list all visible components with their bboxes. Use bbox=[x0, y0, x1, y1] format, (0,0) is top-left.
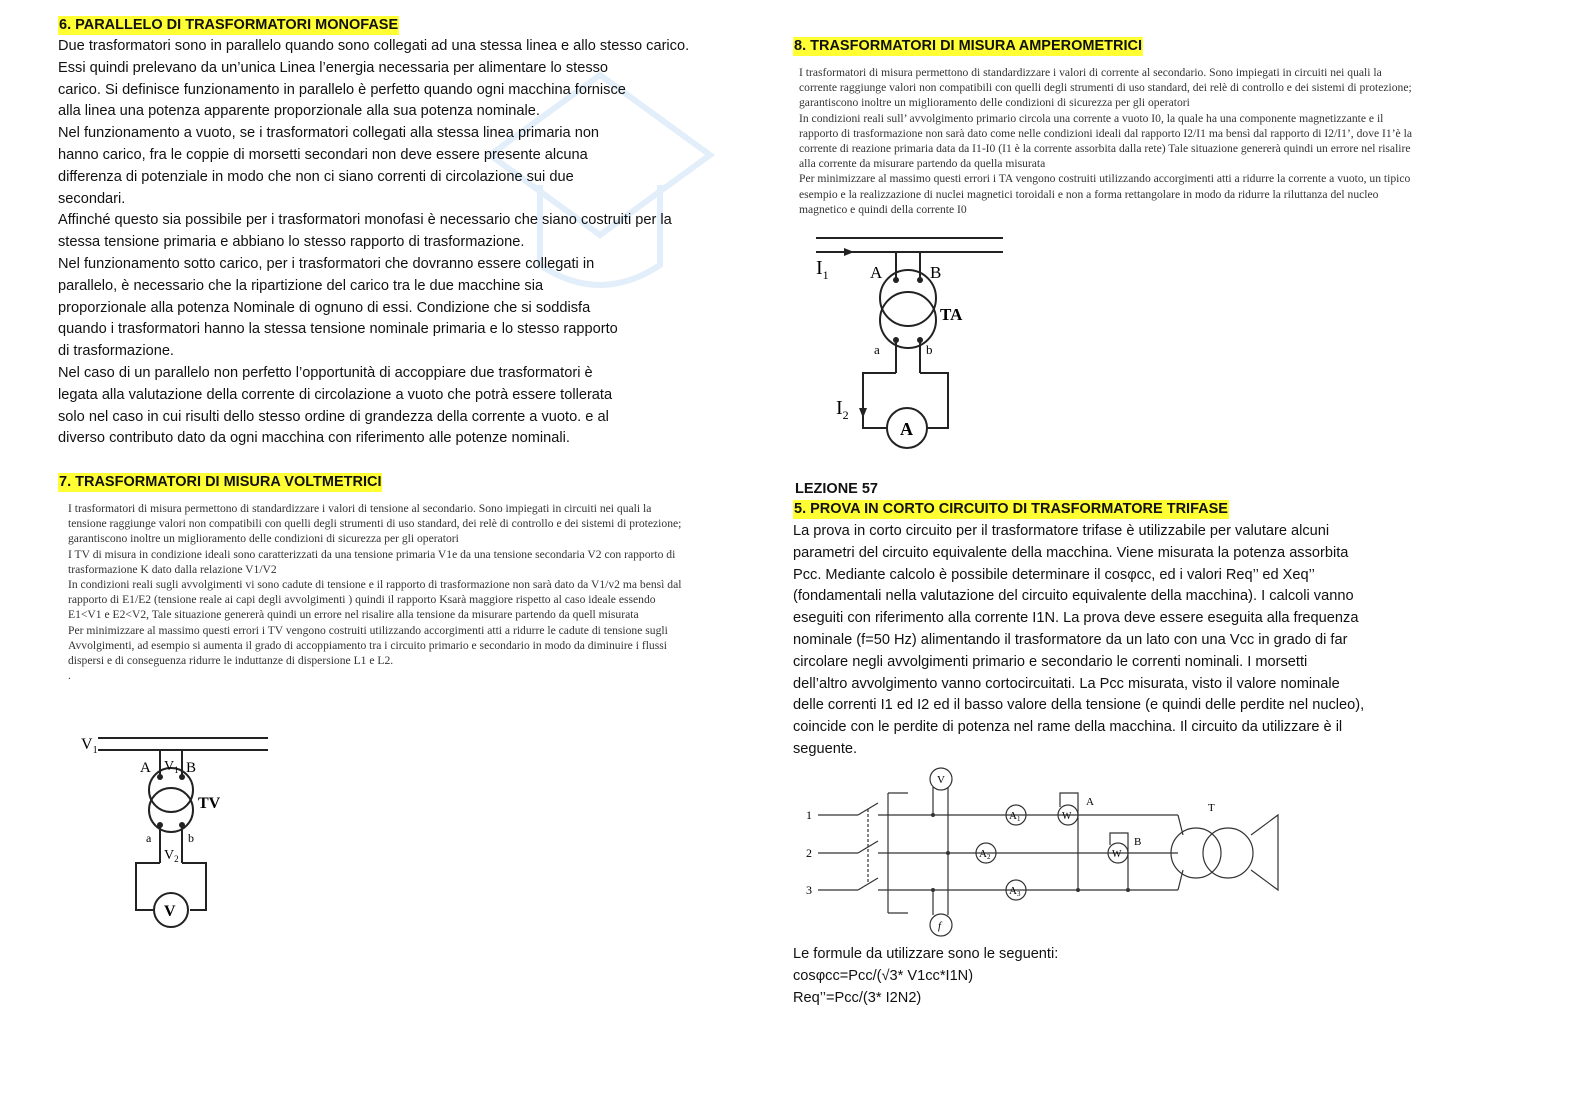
label-voltmeter: V bbox=[164, 903, 176, 920]
label-wattmeter-b: B bbox=[1134, 836, 1142, 848]
lesson-title: LEZIONE 57 bbox=[795, 481, 878, 497]
section-8-body bbox=[799, 65, 1412, 217]
ta-coil-1 bbox=[880, 270, 936, 326]
ta-diagram bbox=[808, 228, 1008, 453]
paragraph-line: esempio e la realizzazione di nuclei magnetici toroidali e non a forma rettangolare in modo da ridurre la riluttanza del nucleo bbox=[799, 187, 1379, 201]
paragraph-line: hanno carico, fra le coppie di morsetti secondari non deve essere presente alcuna bbox=[58, 146, 588, 163]
paragraph-line: parametri del circuito equivalente della macchina. Viene misurata la potenza assorbita bbox=[793, 544, 1349, 561]
paragraph-line: Per minimizzare al massimo questi errori i TV vengono costruiti utilizzando accorgimenti atti a ridurre le cadute di tensione sugli bbox=[68, 623, 668, 637]
section-6 bbox=[58, 16, 399, 35]
label-wattmeter-a: A bbox=[1086, 796, 1094, 808]
label-sb: b bbox=[188, 831, 194, 845]
section-5-heading: 5. PROVA IN CORTO CIRCUITO DI TRASFORMATORE TRIFASE bbox=[794, 501, 1228, 517]
paragraph-line: alla linea una potenza apparente proporzionale alla sua potenza nominale. bbox=[58, 103, 540, 120]
paragraph-line: corrente di reazione primaria data da I1-I0 (I1 è la corrente assorbita dalla rete) Tale situazione genererà quindi un errore nel risalire bbox=[799, 142, 1411, 156]
paragraph-line: Nel caso di un parallelo non perfetto l’opportunità di accoppiare due trasformatori è bbox=[58, 364, 593, 381]
label-sb: b bbox=[926, 342, 933, 357]
paragraph-line: I TV di misura in condizione ideali sono caratterizzati da una tensione primaria V1e da una tensione secondaria V2 con rapporto di bbox=[68, 547, 676, 561]
paragraph-line: solo nel caso in cui risulti dello stesso ordine di grandezza della corrente a vuoto. e al bbox=[58, 408, 609, 425]
paragraph-line: dell’altro avvolgimento vanno cortocircuitati. La Pcc misurata, visto il valore nominale bbox=[793, 675, 1340, 692]
formulas-intro: Le formule da utilizzare sono le seguenti: bbox=[793, 946, 1059, 962]
paragraph-line: Affinché questo sia possibile per i trasformatori monofasi è necessario che siano costruiti per la bbox=[58, 212, 672, 229]
label-sa: a bbox=[146, 831, 152, 845]
section-7-heading: 7. TRASFORMATORI DI MISURA VOLTMETRICI bbox=[59, 474, 382, 490]
label-a2: A2 bbox=[979, 848, 991, 861]
label-w-a: W bbox=[1062, 811, 1072, 822]
paragraph-line: Due trasformatori sono in parallelo quando sono collegati ad una stessa linea e allo stesso carico. bbox=[58, 38, 690, 54]
paragraph-line: (fondamentali nella valutazione del circuito equivalente della macchina). I calcoli vanno bbox=[793, 588, 1354, 605]
paragraph-line: Avvolgimenti, ad esempio si aumenta il grado di accoppiamento tra i circuito primario e secondario in modo da diminuire i flussi bbox=[68, 638, 667, 652]
section-8-heading: 8. TRASFORMATORI DI MISURA AMPEROMETRICI bbox=[794, 38, 1142, 54]
paragraph-line: stessa tensione primaria e abbiano lo stesso rapporto di trasformazione. bbox=[58, 234, 525, 251]
paragraph-line: garantiscono inoltre un miglioramento delle condizioni di sicurezza per gli operatori bbox=[68, 532, 459, 546]
paragraph-line: circolare negli avvolgimenti primario e secondario le correnti nominali. I morsetti bbox=[793, 653, 1308, 670]
paragraph-line: quando i trasformatori hanno la stessa tensione nominale primaria e lo stesso rapporto bbox=[58, 321, 618, 338]
section-6-heading: 6. PARALLELO DI TRASFORMATORI MONOFASE bbox=[59, 17, 399, 33]
paragraph-line: parallelo, è necessario che la ripartizione del carico tra le due macchine sia bbox=[58, 277, 544, 294]
paragraph-line: nominale (f=50 Hz) alimentando il trasformatore da un lato con una Vcc in grado di far bbox=[793, 631, 1348, 648]
paragraph-line: Per minimizzare al massimo questi errori i TA vengono costruiti utilizzando accorgimenti atti a ridurre la corrente a vuoto, un tipico bbox=[799, 172, 1411, 186]
paragraph-line: magnetico e quindi della corrente I0 bbox=[799, 202, 967, 216]
paragraph-line: Nel funzionamento sotto carico, per i trasformatori che dovranno essere collegati in bbox=[58, 255, 595, 272]
paragraph-line: secondari. bbox=[58, 190, 126, 207]
paragraph-line: legata alla valutazione della corrente di circolazione a vuoto che potrà essere tollerata bbox=[58, 386, 613, 403]
tv-diagram bbox=[78, 725, 308, 935]
label-v1-inner: $V_1$ bbox=[164, 759, 179, 775]
label-w-b: W bbox=[1112, 849, 1122, 860]
paragraph-line: I trasformatori di misura permettono di standardizzare i valori di tensione al secondario. Sono impiegati in circuiti nei quali la bbox=[68, 502, 652, 515]
transformer-coil-2 bbox=[1203, 828, 1253, 878]
label-line-2: 2 bbox=[806, 846, 812, 860]
ta-coil-2 bbox=[880, 292, 936, 348]
section-5-body bbox=[793, 521, 1364, 761]
paragraph-line: differenza di potenziale in modo che non ci siano correnti di circolazione sui due bbox=[58, 168, 574, 185]
label-i1: $I_1$ bbox=[816, 257, 829, 282]
paragraph-line: rapporto di E1/E2 (tensione reale ai capi degli avvolgimenti ) quindi il rapporto Ksarà maggiore rispetto al caso ideale essendo bbox=[68, 593, 656, 607]
paragraph-line: trasformazione K dato dalla relazione V1/V2 bbox=[68, 562, 277, 576]
section-7-body bbox=[68, 501, 681, 683]
paragraph-line: Essi quindi prelevano da un’unica Linea l’energia necessaria per alimentare lo stesso bbox=[58, 59, 609, 76]
label-ammeter: A bbox=[900, 419, 913, 439]
label-v1: $V_1$ bbox=[81, 736, 98, 756]
paragraph-line: proporzionale alla potenza Nominale di ognuno di essi. Condizione che si soddisfa bbox=[58, 299, 591, 316]
paragraph-line: garantiscono inoltre un miglioramento delle condizioni di sicurezza per gli operatori bbox=[799, 96, 1190, 110]
label-line-1: 1 bbox=[806, 808, 812, 822]
label-b: B bbox=[930, 263, 942, 282]
paragraph-line: delle correnti I1 ed I2 ed il basso valore della tensione (e quindi delle perdite nel nucleo), bbox=[793, 697, 1365, 714]
label-line-3: 3 bbox=[806, 883, 812, 897]
paragraph-line: carico. Si definisce funzionamento in parallelo è perfetto quando ogni macchina fornisce bbox=[58, 81, 626, 98]
label-t: T bbox=[1208, 802, 1215, 814]
formula-req: Req’’=Pcc/(3* I2N2) bbox=[793, 989, 922, 1006]
label-f: f bbox=[938, 920, 942, 932]
paragraph-line: Pcc. Mediante calcolo è possibile determinare il cosφcc, ed i valori Req’’ ed Xeq’’ bbox=[793, 566, 1315, 583]
label-sa: a bbox=[874, 342, 880, 357]
label-i2: $I_2$ bbox=[836, 397, 849, 422]
paragraph-line: In condizioni reali sull’ avvolgimento primario circola una corrente a vuoto I0, la quale ha una componente magnetizzante e il bbox=[799, 111, 1384, 125]
paragraph-line: E1<V1 e E2<V2, Tale situazione genererà quindi un errore nel risalire alla tensione da misurare partendo da quell misurata bbox=[68, 608, 639, 622]
formulas-block bbox=[793, 944, 1058, 1009]
paragraph-line: . bbox=[68, 669, 71, 683]
label-a: A bbox=[870, 263, 883, 282]
label-a3: A3 bbox=[1009, 885, 1021, 898]
label-tv: TV bbox=[198, 795, 221, 812]
tv-coil-2 bbox=[149, 788, 193, 832]
section-5 bbox=[793, 500, 1229, 519]
section-6-body bbox=[58, 36, 689, 450]
paragraph-line: eseguiti con riferimento alla corrente I1N. La prova deve essere eseguita alla frequenza bbox=[793, 610, 1359, 627]
paragraph-line: di trasformazione. bbox=[58, 343, 174, 360]
paragraph-line: La prova in corto circuito per il trasformatore trifase è utilizzabile per valutare alcuni bbox=[793, 523, 1330, 539]
section-8 bbox=[793, 37, 1143, 56]
label-a: A bbox=[140, 760, 151, 776]
paragraph-line: rapporto di trasformazione non sarà dato come nelle condizioni ideali dal rapporto I2/I1 ma bensì dal rapporto di I2/I1’, dove I1’è la bbox=[799, 126, 1412, 140]
paragraph-line: I trasformatori di misura permettono di standardizzare i valori di corrente al secondario. Sono impiegati in circuiti nei quali la bbox=[799, 66, 1382, 79]
label-a1: A1 bbox=[1009, 810, 1021, 823]
section-7 bbox=[58, 473, 382, 492]
paragraph-line: In condizioni reali sugli avvolgimenti vi sono cadute di tensione e il rapporto di trasformazione non sarà dato da V1/v2 ma bensì dal bbox=[68, 578, 682, 592]
formula-cos: cosφcc=Pcc/(√3* V1cc*I1N) bbox=[793, 967, 974, 984]
paragraph-line: coincide con le perdite di potenza nel rame della macchina. Il circuito da utilizzare è il bbox=[793, 719, 1343, 736]
label-b: B bbox=[186, 760, 197, 776]
label-v: V bbox=[937, 774, 945, 786]
paragraph-line: alla corrente da misurare partendo da quella misurata bbox=[799, 157, 1046, 171]
transformer-coil-1 bbox=[1171, 828, 1221, 878]
short-circuit-diagram bbox=[798, 765, 1298, 940]
paragraph-line: diverso contributo dato da ogni macchina con riferimento alle potenze nominali. bbox=[58, 430, 570, 447]
paragraph-line: corrente raggiunge valori non compatibili con quelli degli strumenti di uso standard, dei relè di controllo e dei sistemi di protezione; bbox=[799, 81, 1412, 95]
paragraph-line: tensione raggiunge valori non compatibili con quelli degli strumenti di uso standard, dei relè di controllo e dei sistemi di protezione; bbox=[68, 517, 682, 531]
paragraph-line: seguente. bbox=[793, 740, 858, 757]
paragraph-line: dispersi e di conseguenza ridurre le induttanze di dispersione L1 e L2. bbox=[68, 654, 394, 668]
label-ta: TA bbox=[940, 305, 963, 324]
label-v2: $V_2$ bbox=[164, 848, 179, 864]
paragraph-line: Nel funzionamento a vuoto, se i trasformatori collegati alla stessa linea primaria non bbox=[58, 125, 600, 142]
